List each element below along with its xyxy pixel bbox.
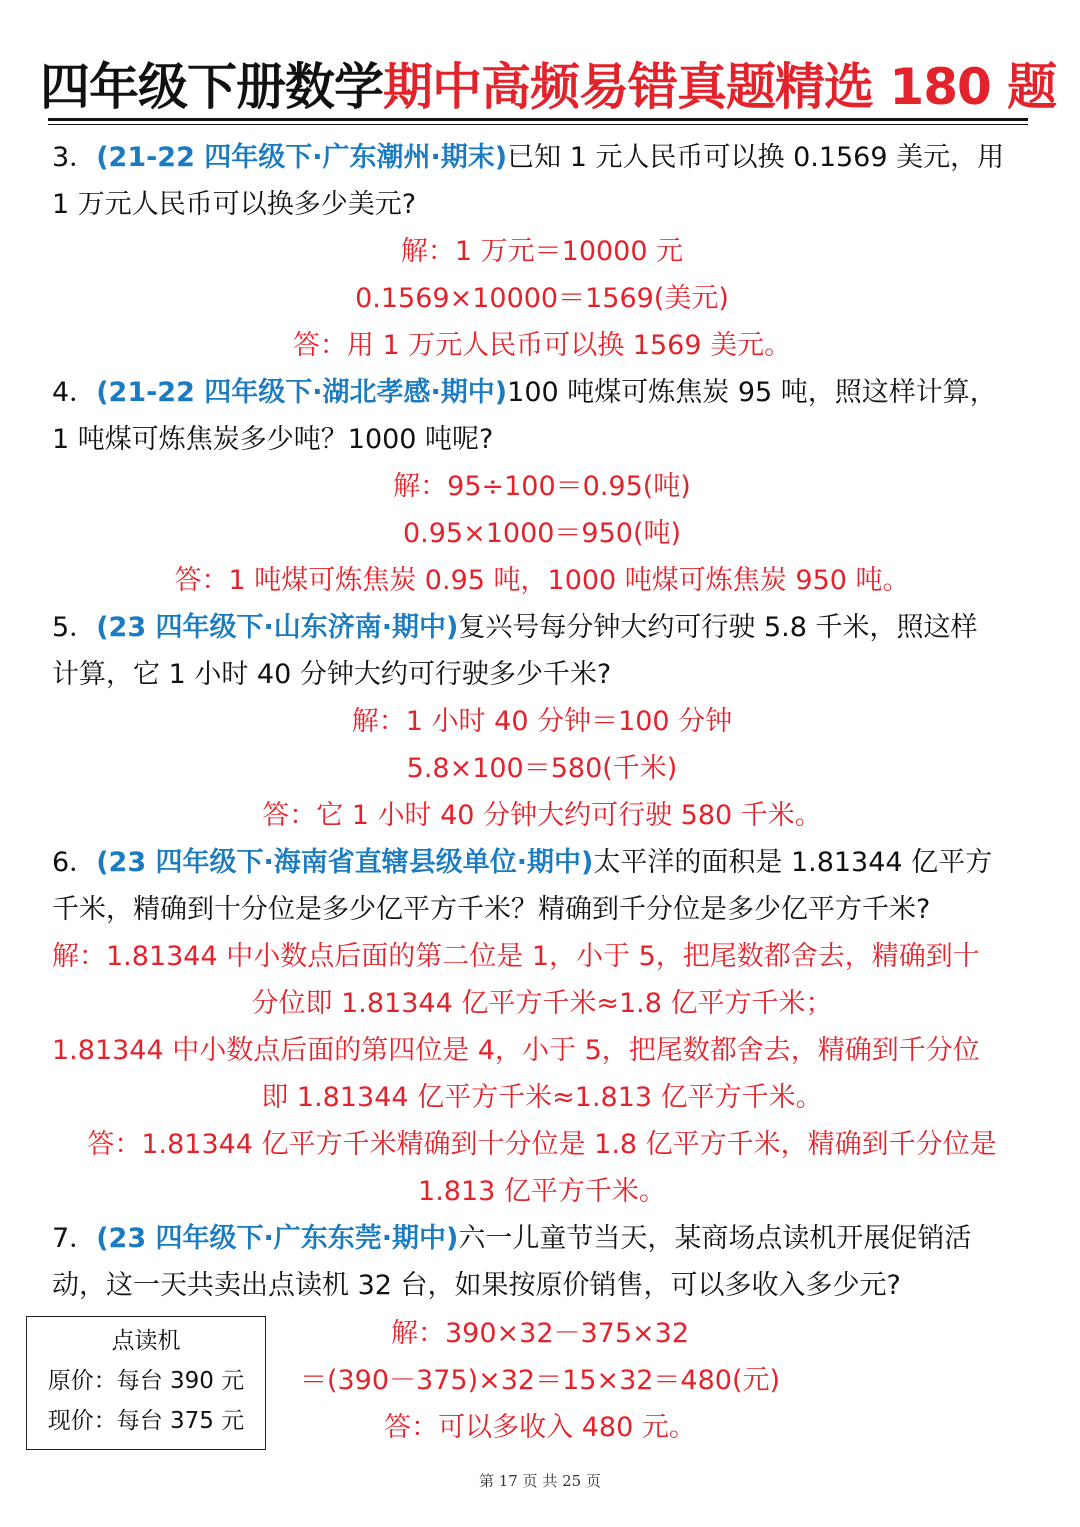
- q4-text1: 100 吨煤可炼焦炭 95 吨，照这样计算，: [507, 377, 997, 408]
- q5-solution-1: 解：1 小时 40 分钟＝100 分钟: [351, 706, 733, 737]
- price-box-title: 点读机: [111, 1328, 181, 1354]
- q4-number: 4．: [52, 377, 97, 408]
- header-title-red: 期中高频易错真题精选 180 题: [383, 58, 1057, 116]
- header-rule-thin: [48, 124, 1028, 125]
- q7-text1: 六一儿童节当天，某商场点读机开展促销活: [458, 1223, 972, 1254]
- q5-answer: 答：它 1 小时 40 分钟大约可行驶 580 千米。: [262, 800, 822, 831]
- q5-question-line2: 计算，它 1 小时 40 分钟大约可行驶多少千米?: [52, 659, 612, 690]
- q4-answer: 答：1 吨煤可炼焦炭 0.95 吨，1000 吨煤可炼焦炭 950 吨。: [174, 565, 910, 596]
- q6-solution-1: 解：1.81344 中小数点后面的第二位是 1，小于 5，把尾数都舍去，精确到十: [52, 941, 980, 972]
- price-box-original: 原价：每台 390 元: [47, 1368, 245, 1394]
- q6-solution-4: 即 1.81344 亿平方千米≈1.813 亿平方千米。: [261, 1082, 823, 1113]
- q7-question-line1: [52, 1215, 1032, 1262]
- header-rule-thick: [48, 118, 1028, 121]
- q6-solution-2: 分位即 1.81344 亿平方千米≈1.8 亿平方千米；: [251, 988, 833, 1019]
- page-footer: 第 17 页 共 25 页: [478, 1472, 601, 1490]
- q5-number: 5．: [52, 612, 97, 643]
- q3-answer: 答：用 1 万元人民币可以换 1569 美元。: [292, 330, 792, 361]
- q7-answer: 答：可以多收入 480 元。: [384, 1412, 696, 1443]
- q3-solution-1: 解：1 万元＝10000 元: [400, 236, 684, 267]
- q5-question-line1: [52, 604, 1032, 651]
- q3-source: (21-22 四年级下·广东潮州·期末): [96, 142, 508, 173]
- q3-number: 3．: [52, 142, 97, 173]
- q7-source: (23 四年级下·广东东莞·期中): [96, 1223, 459, 1254]
- q6-text1: 太平洋的面积是 1.81344 亿平方: [593, 847, 993, 878]
- q7-solution-1: 解：390×32－375×32: [390, 1318, 690, 1349]
- price-info-box: [26, 1316, 266, 1450]
- q3-text1: 已知 1 元人民币可以换 0.1569 美元，用: [507, 142, 1005, 173]
- q7-question-line2: 动，这一天共卖出点读机 32 台，如果按原价销售，可以多收入多少元?: [52, 1270, 901, 1301]
- q5-source: (23 四年级下·山东济南·期中): [96, 612, 459, 643]
- q7-solution-2: ＝(390－375)×32＝15×32＝480(元): [299, 1365, 781, 1396]
- q5-text1: 复兴号每分钟大约可行驶 5.8 千米，照这样: [458, 612, 978, 643]
- q6-solution-3: 1.81344 中小数点后面的第四位是 4，小于 5，把尾数都舍去，精确到千分位: [52, 1035, 980, 1066]
- q6-answer-2: 1.813 亿平方千米。: [418, 1176, 666, 1207]
- q5-solution-2: 5.8×100＝580(千米): [406, 753, 678, 784]
- q4-question-line1: [52, 369, 1032, 416]
- header-title-black: 四年级下册数学: [40, 58, 383, 116]
- q6-number: 6．: [52, 847, 97, 878]
- q4-solution-2: 0.95×1000＝950(吨): [402, 518, 682, 549]
- q6-source: (23 四年级下·海南省直辖县级单位·期中): [96, 847, 594, 878]
- q7-number: 7．: [52, 1223, 97, 1254]
- q6-question-line1: [52, 839, 1032, 886]
- q6-answer-1: 答：1.81344 亿平方千米精确到十分位是 1.8 亿平方千米，精确到千分位是: [87, 1129, 997, 1160]
- q3-solution-2: 0.1569×10000＝1569(美元): [355, 283, 729, 314]
- q3-question-line2: 1 万元人民币可以换多少美元?: [52, 189, 417, 220]
- page-header: [40, 52, 1057, 122]
- q4-solution-1: 解：95÷100＝0.95(吨): [393, 471, 691, 502]
- q3-question-line1: [52, 134, 1032, 181]
- q4-source: (21-22 四年级下·湖北孝感·期中): [96, 377, 508, 408]
- q4-question-line2: 1 吨煤可炼焦炭多少吨？1000 吨呢?: [52, 424, 494, 455]
- price-box-current: 现价：每台 375 元: [47, 1408, 245, 1434]
- q6-question-line2: 千米，精确到十分位是多少亿平方千米？精确到千分位是多少亿平方千米?: [52, 894, 931, 925]
